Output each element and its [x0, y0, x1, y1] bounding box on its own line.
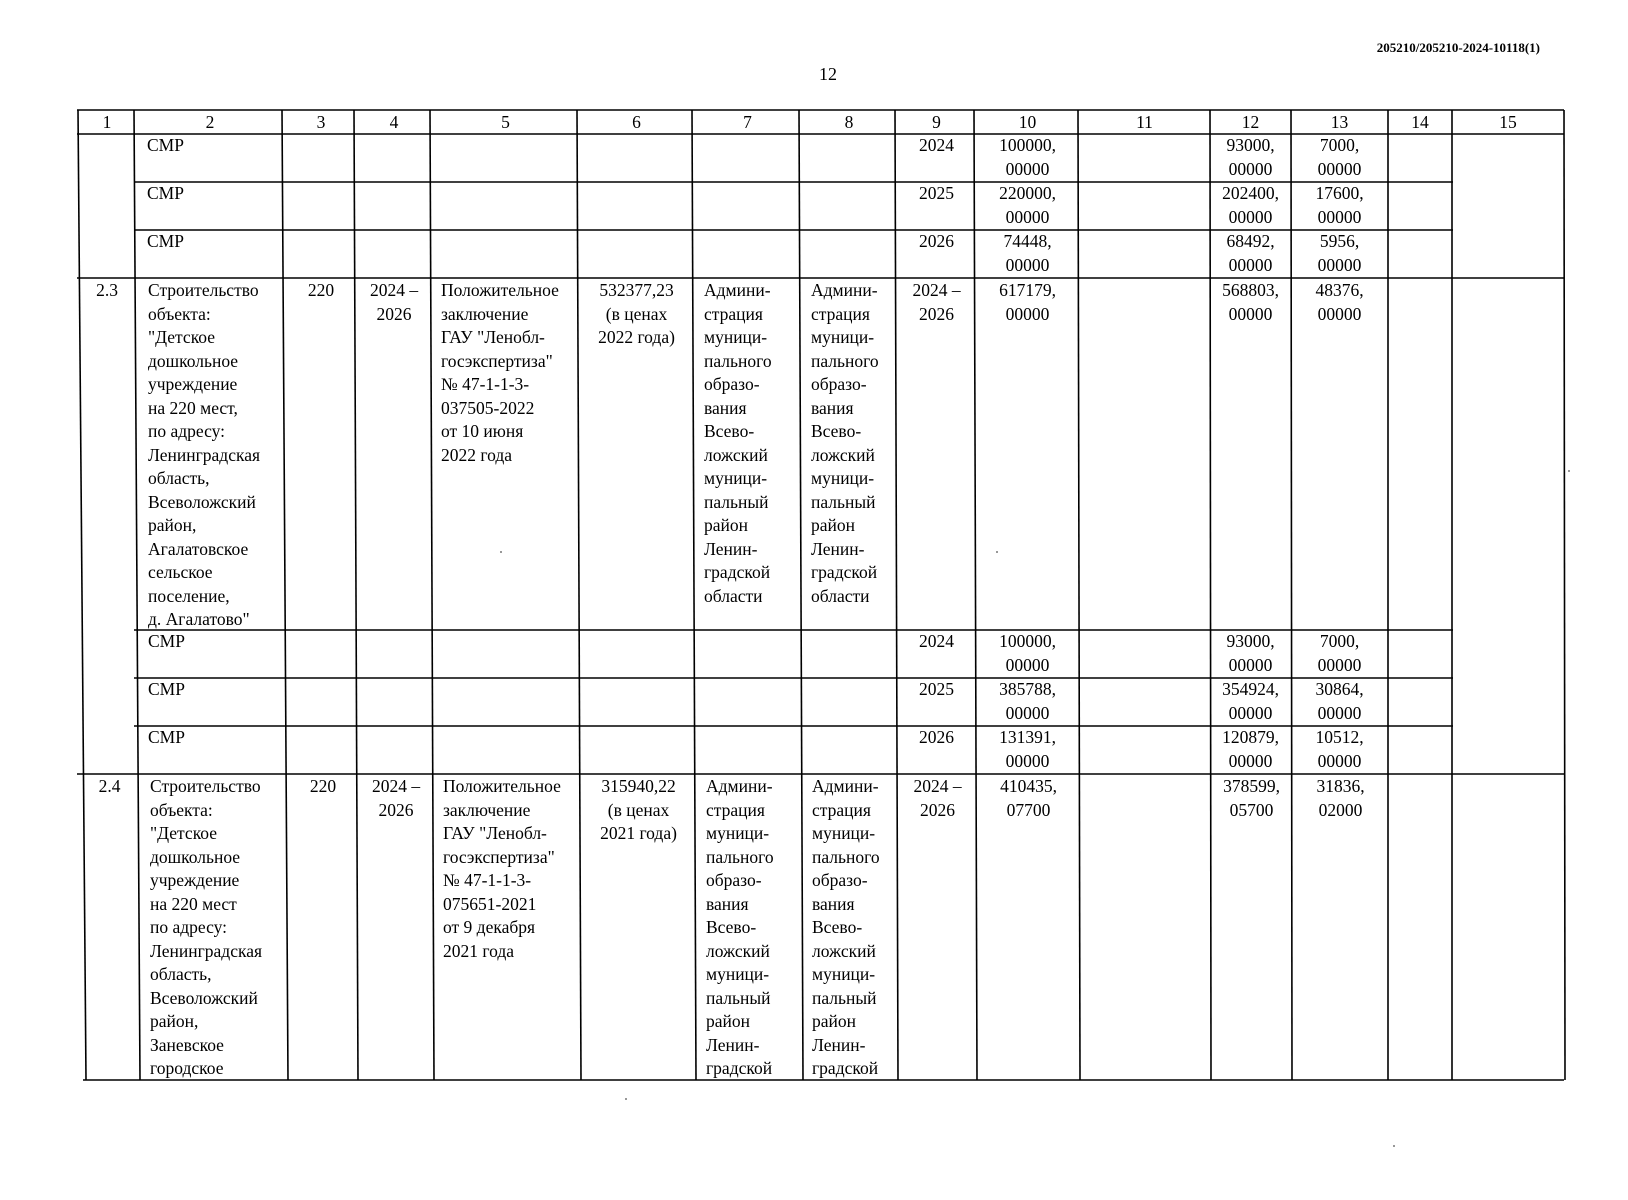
regional-budget-amount: 378599, 05700 — [1223, 776, 1280, 820]
column-number-9: 9 — [932, 112, 941, 132]
smr-label: СМР — [148, 631, 185, 651]
column-number-14: 14 — [1411, 112, 1429, 132]
table-row-total: 100000, 00000 — [999, 135, 1056, 179]
estimated-cost: 315940,22 (в ценах 2021 года) — [600, 776, 677, 843]
table-row-year: 2026 — [919, 231, 954, 251]
table-row-total: 74448, 00000 — [1003, 231, 1052, 275]
developer-organization: Админи- страция муници- пального образо- вания Всево- ложский муници- пальный район Ленин- градской области — [811, 280, 879, 606]
entry-number: 2.4 — [98, 776, 121, 796]
column-number-13: 13 — [1330, 112, 1349, 132]
column-number-2: 2 — [205, 112, 215, 132]
table-row-local: 7000, 00000 — [1317, 135, 1362, 179]
column-number-11: 11 — [1136, 112, 1153, 132]
document-registration-number: 205210/205210-2024-10118(1) — [1376, 40, 1540, 55]
smr-label: СМР — [147, 183, 184, 203]
expertise-conclusion: Положительное заключение ГАУ "Ленобл- госэкспертиза" № 47-1-1-3- 075651-2021 от 9 декабря 2021 года — [443, 776, 561, 961]
table-row-total: 385788, 00000 — [999, 679, 1056, 723]
construction-period: 2024 – 2026 — [371, 776, 421, 820]
table-row-total: 100000, 00000 — [999, 631, 1056, 675]
entry-number: 2.3 — [96, 280, 118, 300]
table-row-regional: 93000, 00000 — [1226, 631, 1275, 675]
scan-speck — [996, 551, 998, 553]
table-row-local: 30864, 00000 — [1315, 679, 1364, 723]
construction-period: 2024 – 2026 — [369, 280, 419, 324]
object-capacity: 220 — [309, 776, 337, 796]
scan-speck — [625, 1098, 627, 1100]
total-amount: 617179, 00000 — [999, 280, 1056, 324]
customer-organization: Админи- страция муници- пального образо- вания Всево- ложский муници- пальный район Ленин- градской — [706, 776, 774, 1078]
object-name: Строительство объекта: "Детское дошкольное учреждение на 220 мест, по адресу: Ленинградская область, Всеволожский район, Агалатовское сельское поселение, д. Агалатово" — [148, 280, 261, 629]
object-capacity: 220 — [307, 280, 335, 300]
column-number-10: 10 — [1018, 112, 1037, 132]
table-row-regional: 93000, 00000 — [1226, 135, 1275, 179]
scan-speck — [1568, 470, 1570, 472]
smr-label: СМР — [147, 231, 184, 251]
table-row-year: 2025 — [919, 183, 954, 203]
column-number-3: 3 — [316, 112, 326, 132]
smr-label: СМР — [148, 727, 185, 747]
scan-speck — [500, 551, 502, 553]
table-row-total: 131391, 00000 — [999, 727, 1056, 771]
table-row-regional: 120879, 00000 — [1222, 727, 1279, 771]
table-row-local: 5956, 00000 — [1317, 231, 1362, 275]
table-row-local: 10512, 00000 — [1315, 727, 1364, 771]
developer-organization: Админи- страция муници- пального образо- вания Всево- ложский муници- пальный район Ленин- градской — [812, 776, 880, 1078]
table-row-total: 220000, 00000 — [999, 183, 1056, 227]
column-number-6: 6 — [632, 112, 641, 132]
expertise-conclusion: Положительное заключение ГАУ "Ленобл- госэкспертиза" № 47-1-1-3- 037505-2022 от 10 июня 2022 года — [441, 280, 559, 465]
regional-budget-amount: 568803, 00000 — [1222, 280, 1279, 324]
financing-years: 2024 – 2026 — [912, 280, 961, 324]
page-number: 12 — [819, 64, 837, 84]
object-name: Строительство объекта: "Детское дошкольное учреждение на 220 мест по адресу: Ленинградская область, Всеволожский район, Заневское городское — [150, 776, 263, 1078]
table-row-year: 2024 — [919, 135, 954, 155]
column-number-4: 4 — [389, 112, 399, 132]
scan-speck — [1393, 1145, 1395, 1147]
table-row-year: 2024 — [919, 631, 954, 651]
total-amount: 410435, 07700 — [1000, 776, 1057, 820]
smr-label: СМР — [147, 135, 184, 155]
table-row-regional: 202400, 00000 — [1222, 183, 1279, 227]
table-row-local: 17600, 00000 — [1315, 183, 1364, 227]
column-number-15: 15 — [1499, 112, 1517, 132]
local-budget-amount: 48376, 00000 — [1315, 280, 1364, 324]
column-number-7: 7 — [743, 112, 752, 132]
table-row-regional: 354924, 00000 — [1222, 679, 1279, 723]
column-number-1: 1 — [102, 112, 112, 132]
column-number-8: 8 — [844, 112, 854, 132]
table-row-local: 7000, 00000 — [1317, 631, 1362, 675]
estimated-cost: 532377,23 (в ценах 2022 года) — [598, 280, 675, 347]
local-budget-amount: 31836, 02000 — [1316, 776, 1365, 820]
table-row-year: 2025 — [919, 679, 954, 699]
smr-label: СМР — [148, 679, 185, 699]
column-number-12: 12 — [1241, 112, 1260, 132]
table-row-year: 2026 — [919, 727, 954, 747]
column-number-5: 5 — [501, 112, 510, 132]
table-row-regional: 68492, 00000 — [1226, 231, 1275, 275]
customer-organization: Админи- страция муници- пального образо- вания Всево- ложский муници- пальный район Ленин- градской области — [704, 280, 772, 606]
financing-years: 2024 – 2026 — [913, 776, 962, 820]
